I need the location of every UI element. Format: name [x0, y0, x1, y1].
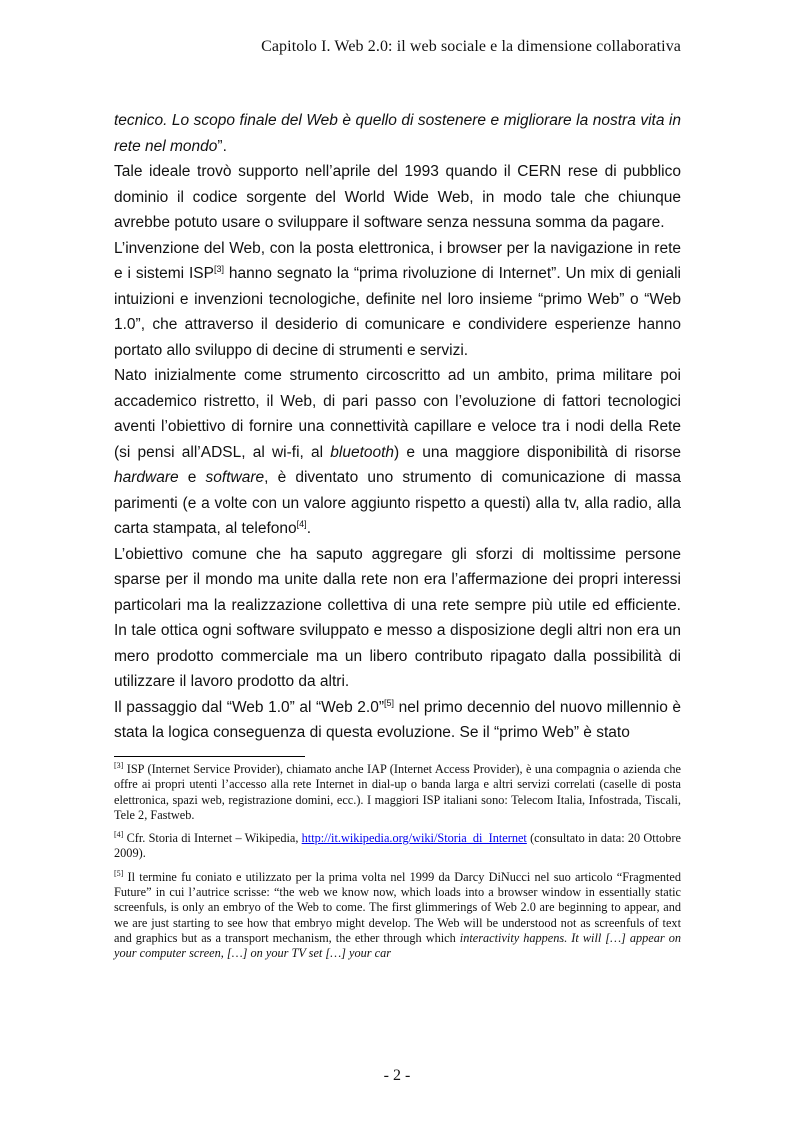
wikipedia-link[interactable]: http://it.wikipedia.org/wiki/Storia_di_Internet: [301, 831, 527, 846]
footnote-4: [4] Cfr. Storia di Internet – Wikipedia, http://it.wikipedia.org/wiki/Storia_di_Internet (consultato in data: 20 Ottobre 2009).: [114, 830, 681, 861]
footnote-separator: [114, 756, 305, 757]
footnote-3: [3] ISP (Internet Service Provider), chiamato anche IAP (Internet Access Provider), è una compagnia o azienda che offre ai propri utenti l’accesso alla rete Internet in dial-up o banda larga e altri servizi correlati (caselle di posta elettronica, spazi web, registrazione domini, ecc.). I maggiori ISP italiani sono: Telecom Italia, Infostrada, Tiscali, Tele 2, Fastweb.: [114, 761, 681, 822]
footnote-ref-5[interactable]: [5]: [384, 697, 395, 708]
paragraph-6: Il passaggio dal “Web 1.0” al “Web 2.0”[5] nel primo decennio del nuovo millennio è stata la logica conseguenza di questa evoluzione. Se il “primo Web” è stato: [114, 697, 681, 741]
footnotes: [114, 762, 681, 970]
footnote-ref-3[interactable]: [3]: [213, 264, 224, 274]
page-number: - 2 -: [383, 1067, 411, 1084]
quote-italic: tecnico. Lo scopo finale del Web è quello di sostenere e migliorare la nostra vita in rete nel mondo: [114, 112, 681, 155]
paragraph-4: Nato inizialmente come strumento circoscritto ad un ambito, prima militare poi accademico ristretto, il Web, di pari passo con l’evoluzione di fattori tecnologici aventi l’obiettivo di fornire una connettività capillare e veloce tra i nodi della Rete (si pensi all’ADSL, al wi-fi, al bluetooth) e una maggiore disponibilità di risorse hardware e software, è diventato uno strumento di comunicazione di massa parimenti (e a volte con un valore aggiunto rispetto a questi) alla tv, alla radio, alla carta stampata, al telefono[4].: [114, 367, 681, 537]
paragraph-2: Tale ideale trovò supporto nell’aprile del 1993 quando il CERN rese di pubblico dominio il codice sorgente del World Wide Web, in modo tale che chiunque avrebbe potuto usare o sviluppare il software senza nessuna somma da pagare.: [114, 163, 681, 231]
body-text: [114, 108, 681, 746]
paragraph-3: L’invenzione del Web, con la posta elettronica, i browser per la navigazione in rete e i sistemi ISP[3] hanno segnato la “prima rivoluzione di Internet”. Un mix di geniali intuizioni e invenzioni tecnologiche, definite nel loro insieme “primo Web” o “Web 1.0”, che attraverso il desiderio di comunicare e condividere esperienze hanno portato allo sviluppo di decine di strumenti e servizi.: [114, 239, 681, 359]
running-header: Capitolo I. Web 2.0: il web sociale e la dimensione collaborativa: [261, 38, 681, 55]
paragraph-1: tecnico. Lo scopo finale del Web è quello di sostenere e migliorare la nostra vita in rete nel mondo”.: [114, 112, 681, 155]
footnote-ref-4[interactable]: [4]: [296, 519, 307, 529]
paragraph-5: L’obiettivo comune che ha saputo aggregare gli sforzi di moltissime persone sparse per il mondo ma unite dalla rete non era l’affermazione dei propri interessi particolari ma la realizzazione collettiva di una rete sempre più utile ed efficiente. In tale ottica ogni software sviluppato e messo a disposizione degli altri non era un mero prodotto commerciale ma un libero contributo ripagato dalla possibilità di utilizzare il lavoro prodotto da altri.: [114, 545, 681, 690]
footnote-5: [5] Il termine fu coniato e utilizzato per la prima volta nel 1999 da Darcy DiNucci nel suo articolo “Fragmented Future” in cui l’autrice scrisse: “the web we know now, which loads into a browser window in essentially static screenfuls, is only an embryo of the Web to come. The first glimmerings of Web 2.0 are beginning to appear, and we are just starting to see how that embryo might develop. The Web will be understood not as screenfuls of text and graphics but as a transport mechanism, the ether through which interactivity happens. It will […] appear on your computer screen, […] on your TV set […] your car: [114, 868, 681, 961]
